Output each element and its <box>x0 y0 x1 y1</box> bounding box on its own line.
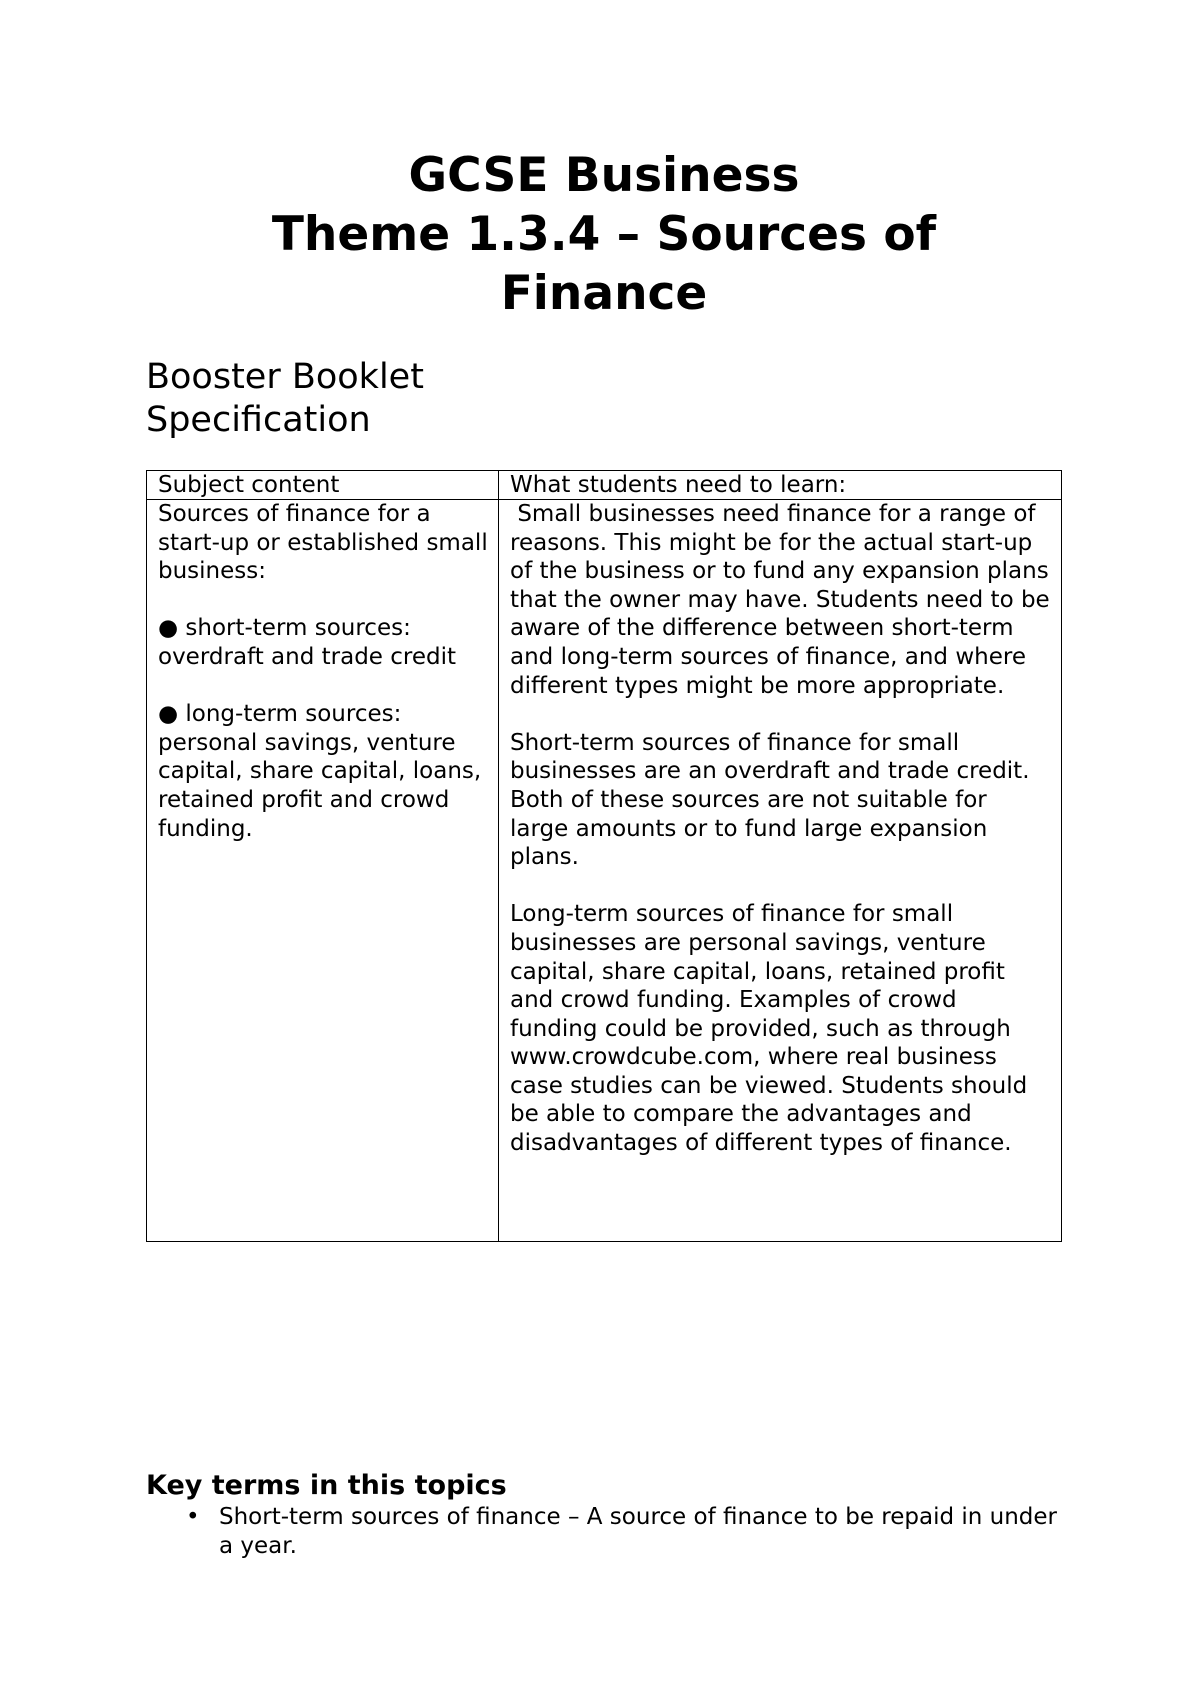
title-line-3: Finance <box>500 266 708 321</box>
subject-intro: Sources of finance for a start-up or established small business: <box>158 501 488 585</box>
table-content-row <box>147 500 1062 1242</box>
title-line-2: Theme 1.3.4 – Sources of <box>271 207 937 262</box>
key-term-text: Short-term sources of finance – A source of finance to be repaid in under a year. <box>219 1504 1058 1559</box>
long-term-sources-item: ● long-term sources: personal savings, venture capital, share capital, loans, retained profit and crowd funding. <box>158 701 482 842</box>
title-line-1: GCSE Business <box>408 148 800 203</box>
bullet-icon: • <box>186 1504 200 1530</box>
header-subject-content: Subject content <box>147 471 499 500</box>
subtitle-booklet: Booster Booklet <box>146 357 424 397</box>
key-terms-list <box>146 1503 1062 1560</box>
subtitle-specification: Specification <box>146 400 371 440</box>
document-subtitle <box>146 356 424 442</box>
learning-paragraph-3: Long-term sources of finance for small businesses are personal savings, venture capital, share capital, loans, retained profit and crowd funding. Examples of crowd funding could be provided, such as through www.crowdcube.com, where real business case studies can be viewed. Students should be able to compare the advantages and disadvantages of different types of finance. <box>510 901 1028 1157</box>
key-term-item <box>146 1503 1062 1560</box>
header-what-to-learn: What students need to learn: <box>499 471 1062 500</box>
learning-paragraph-1: Small businesses need finance for a range of reasons. This might be for the actual start-up of the business or to fund any expansion plans that the owner may have. Students need to be aware of the difference between short-term and long-term sources of finance, and where different types might be more appropriate. <box>510 501 1058 699</box>
short-term-sources-item: ● short-term sources: overdraft and trade credit <box>158 615 457 670</box>
learning-paragraph-2: Short-term sources of finance for small businesses are an overdraft and trade credit. Both of these sources are not suitable for large amounts or to fund large expansion plans. <box>510 729 1030 871</box>
document-title <box>146 146 1062 323</box>
learning-content-cell <box>499 500 1062 1242</box>
subject-content-cell <box>147 500 499 1242</box>
key-terms-heading: Key terms in this topics <box>146 1470 507 1501</box>
specification-table <box>146 470 1062 1242</box>
table-header-row <box>147 471 1062 500</box>
